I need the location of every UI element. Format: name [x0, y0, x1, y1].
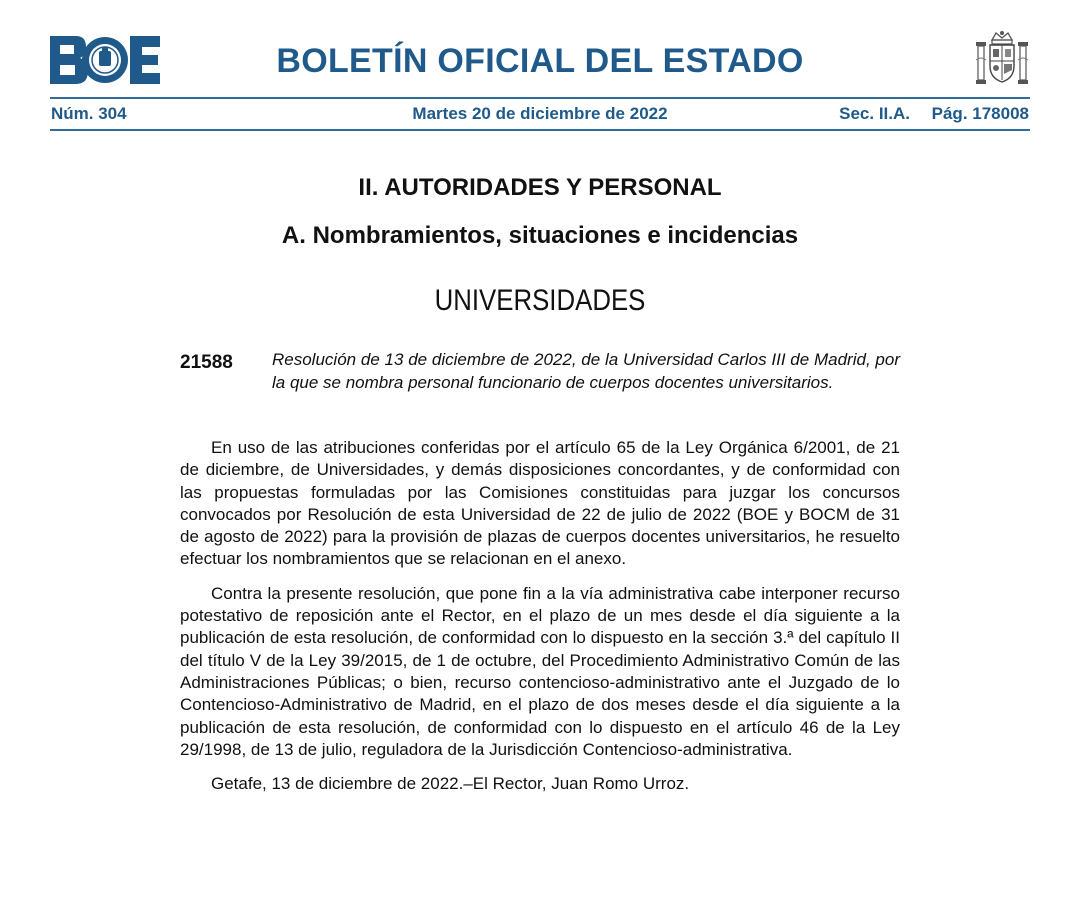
header-rule-top [50, 97, 1030, 99]
coat-of-arms-icon [974, 30, 1030, 88]
body-paragraph: Contra la presente resolución, que pone fin a la vía administrativa cabe interponer recurso potestativo de reposición ante el Rector, en el plazo de un mes desde el día siguiente a la publicación de esta resolución, de conformidad con lo dispuesto en la sección 3.ª del capítulo II del título V de la Ley 39/2015, de 1 de octubre, del Procedimiento Administrativo Común de las Administraciones Públicas; o bien, recurso contencioso-administrativo ante el Juzgado de lo Contencioso-Administrativo de Madrid, en el plazo de dos meses desde el día siguiente a la publicación de esta resolución, de conformidad con lo dispuesto en el artículo 46 de la Ley 29/1998, de 13 de julio, reguladora de la Jurisdicción Contencioso-administrativa. [180, 583, 900, 759]
issue-date: Martes 20 de diciembre de 2022 [412, 104, 668, 123]
masthead [50, 30, 1030, 92]
section-code: Sec. II.A. [839, 104, 910, 123]
page-number: Pág. 178008 [931, 104, 1029, 123]
organization-title: UNIVERSIDADES [434, 284, 646, 317]
section-title: II. AUTORIDADES Y PERSONAL [358, 174, 722, 201]
signature-line: Getafe, 13 de diciembre de 2022.–El Rector, Juan Romo Urroz. [211, 774, 690, 794]
document-body [180, 437, 900, 807]
issue-number: Núm. 304 [51, 104, 127, 123]
entry-summary: Resolución de 13 de diciembre de 2022, de la Universidad Carlos III de Madrid, por la que se nombra personal funcionario de cuerpos docentes universitarios. [272, 350, 900, 392]
header-rule-bottom [50, 129, 1030, 131]
publication-title: BOLETÍN OFICIAL DEL ESTADO [276, 42, 804, 80]
body-paragraph: En uso de las atribuciones conferidas por el artículo 65 de la Ley Orgánica 6/2001, de 21 de diciembre, de Universidades, y demás disposiciones concordantes, y de conformidad con las propuestas formuladas por las Comisiones constituidas para juzgar los concursos convocados por Resolución de esta Universidad de 22 de julio de 2022 (BOE y BOCM de 31 de agosto de 2022) para la provisión de plazas de cuerpos docentes universitarios, he resuelto efectuar los nombramientos que se relacionan en el anexo. [180, 438, 900, 569]
subsection-title: A. Nombramientos, situaciones e incidencias [281, 222, 799, 249]
issue-info-bar [50, 104, 1030, 126]
boe-logo-icon [50, 36, 160, 84]
entry-number: 21588 [180, 352, 233, 373]
